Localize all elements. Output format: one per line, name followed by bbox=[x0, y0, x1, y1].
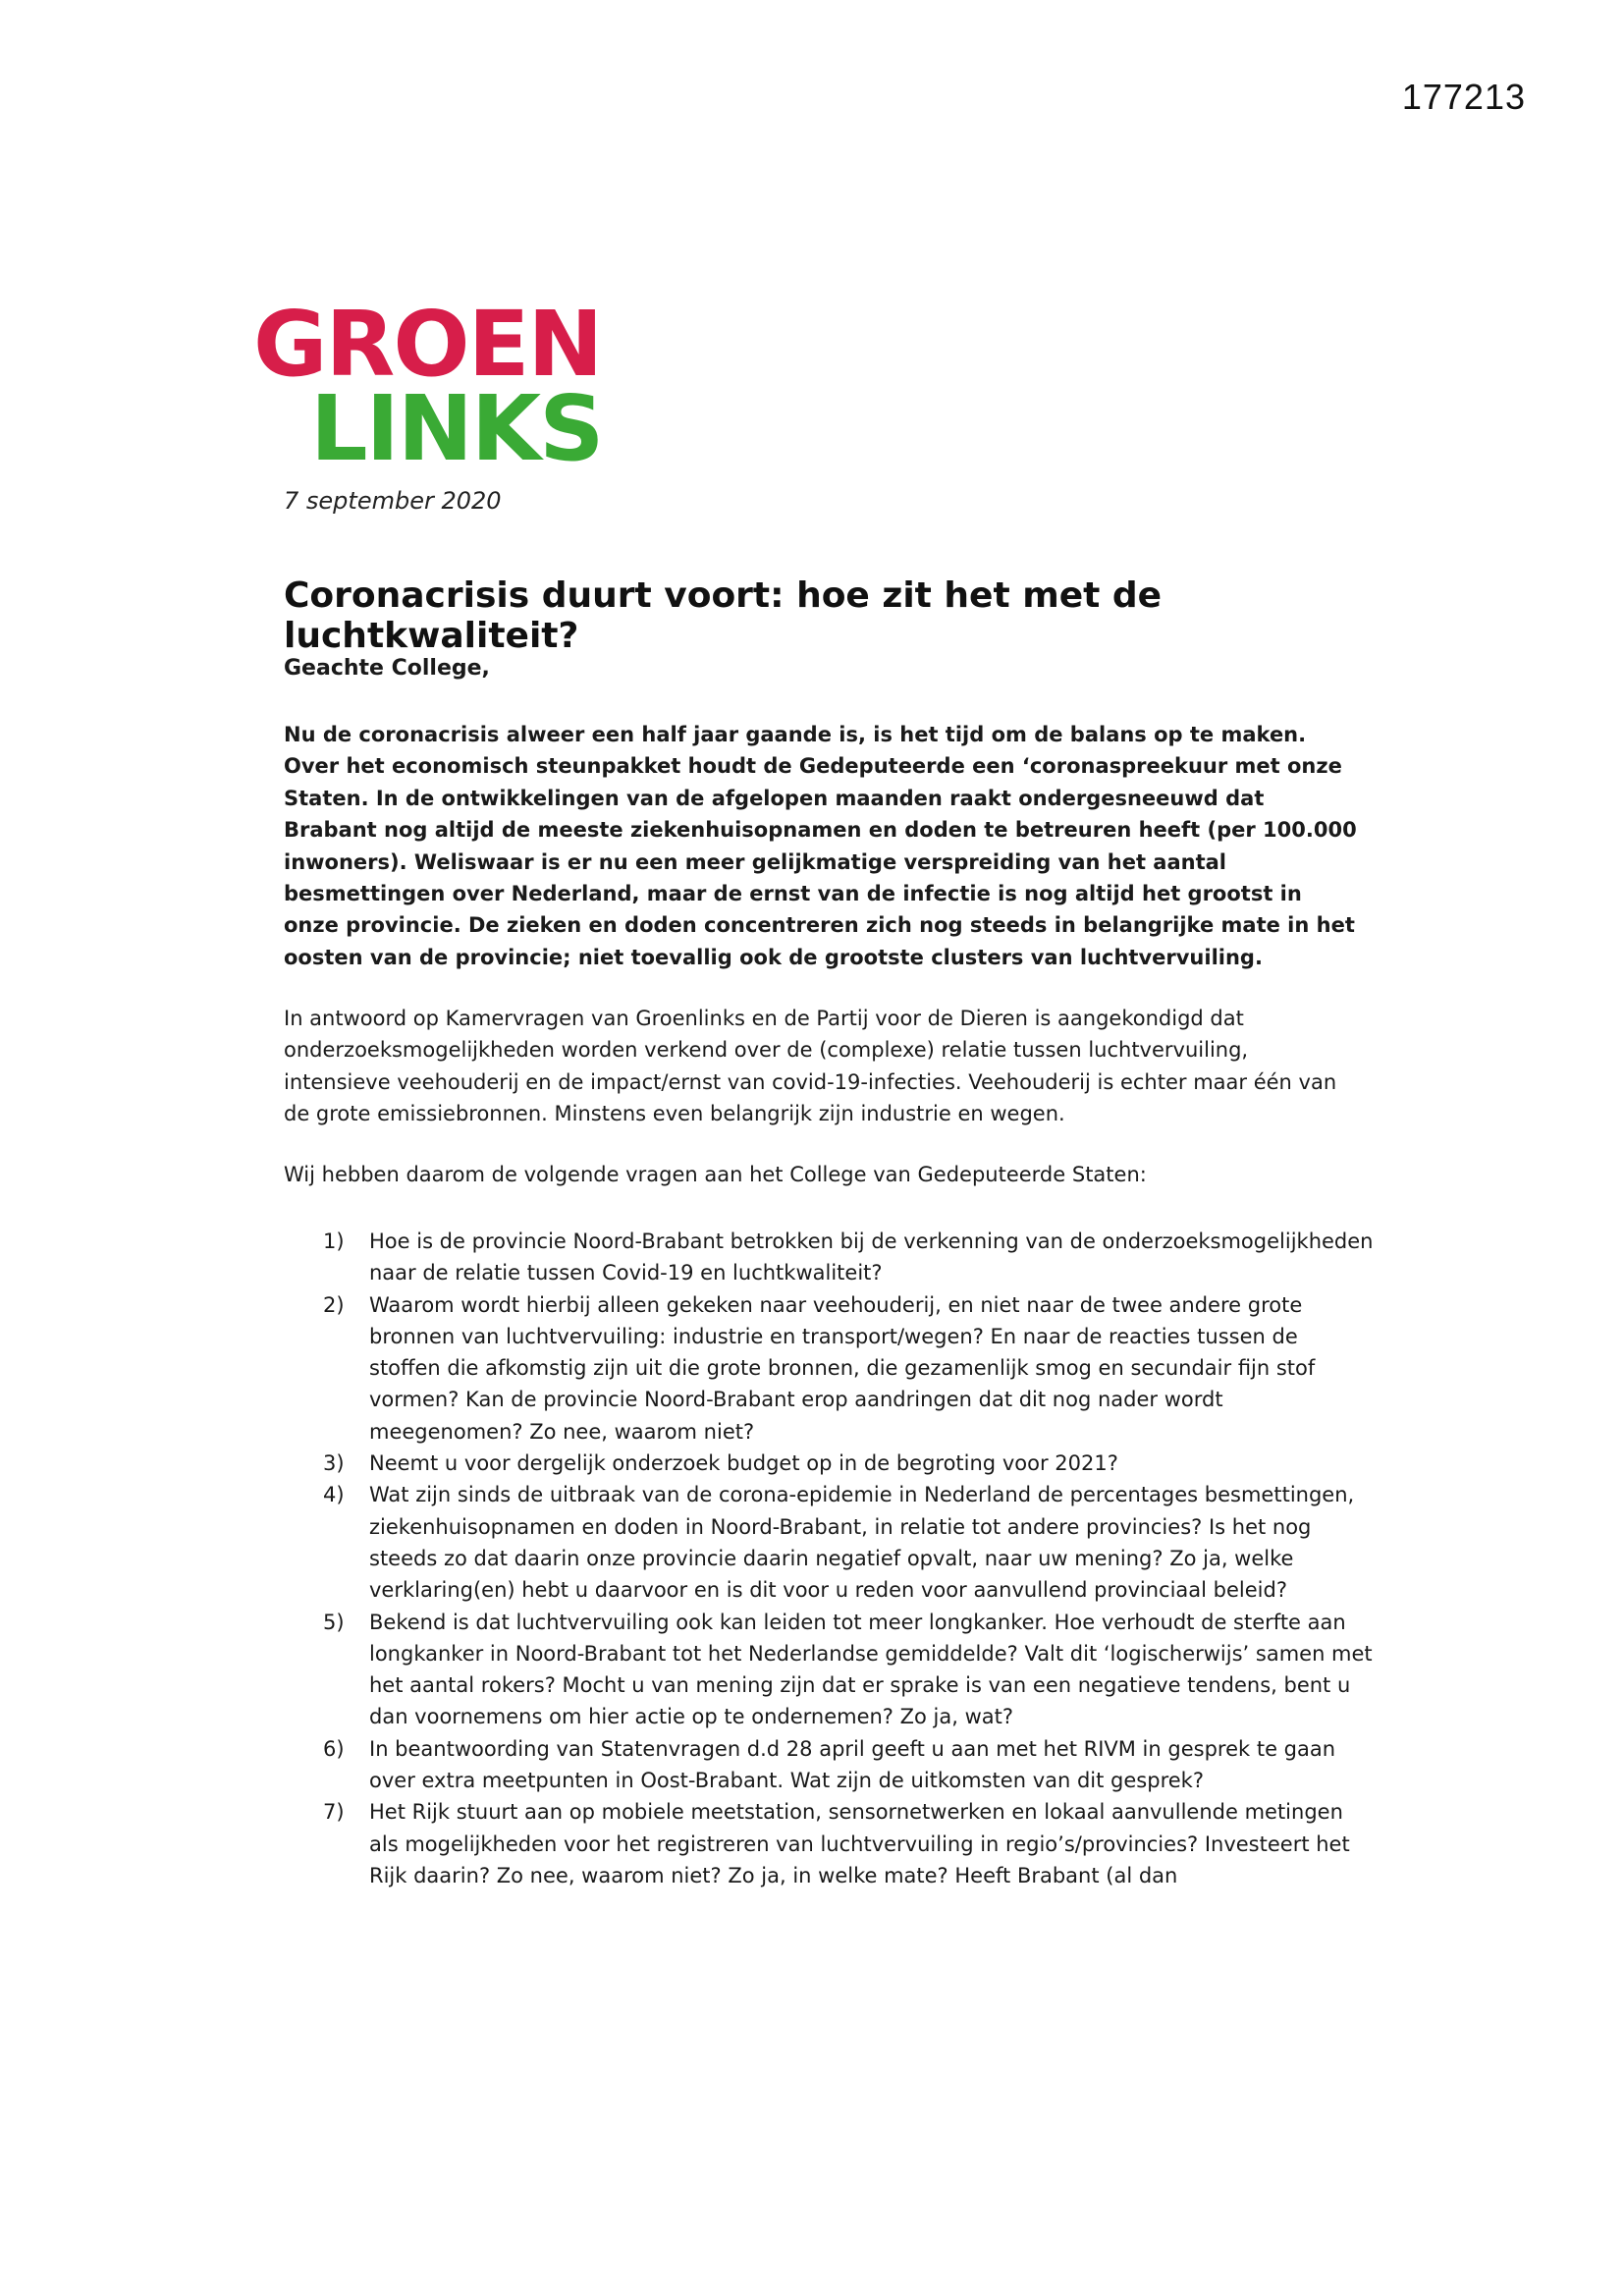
question-number: 5) bbox=[323, 1610, 345, 1634]
question-item bbox=[284, 1607, 1374, 1733]
salutation: Geachte College, bbox=[284, 656, 490, 681]
question-text: Bekend is dat luchtvervuiling ook kan leiden tot meer longkanker. Hoe verhoudt de sterfte aan longkanker in Noord-Brabant tot het Nederlandse gemiddelde? Valt dit ‘logischerwijs’ samen met het aantal rokers? Mocht u van mening zijn dat er sprake is van een negatieve tendens, bent u dan voornemens om hier actie op te ondernemen? Zo ja, wat? bbox=[369, 1610, 1373, 1729]
question-item bbox=[284, 1796, 1374, 1891]
question-number: 6) bbox=[323, 1736, 345, 1761]
question-text: Hoe is de provincie Noord-Brabant betrokken bij de verkenning van de onderzoeksmogelijkheden naar de relatie tussen Covid-19 en luchtkwaliteit? bbox=[369, 1230, 1374, 1285]
question-number: 1) bbox=[323, 1230, 345, 1253]
question-text: In beantwoording van Statenvragen d.d 28 april geeft u aan met het RIVM in gesprek te gaan over extra meetpunten in Oost-Brabant. Wat zijn de uitkomsten van dit gesprek? bbox=[369, 1736, 1336, 1793]
logo-line-groen: GROEN bbox=[253, 292, 602, 397]
question-list bbox=[284, 1226, 1374, 1891]
question-number: 2) bbox=[323, 1292, 345, 1317]
question-item bbox=[284, 1448, 1374, 1479]
question-number: 7) bbox=[323, 1800, 345, 1825]
logo-line-links: LINKS bbox=[310, 376, 603, 481]
question-number: 3) bbox=[323, 1451, 345, 1476]
groenlinks-logo bbox=[253, 292, 603, 481]
question-text: Wat zijn sinds de uitbraak van de corona-epidemie in Nederland de percentages besmettingen, ziekenhuisopnamen en doden in Noord-Brabant, in relatie tot andere provincies? Is het nog steeds zo dat daarin onze provincie daarin negatief opvalt, naar uw mening? Zo ja, welke verklaring(en) hebt u daarvoor en is dit voor u reden voor aanvullend provinciaal beleid? bbox=[369, 1483, 1355, 1603]
question-item bbox=[284, 1479, 1374, 1606]
letter-title: Coronacrisis duurt voort: hoe zit het met de luchtkwaliteit? bbox=[284, 575, 1163, 656]
question-item bbox=[284, 1289, 1374, 1448]
questions-lead: Wij hebben daarom de volgende vragen aan het College van Gedeputeerde Staten: bbox=[284, 1163, 1147, 1186]
question-item bbox=[284, 1226, 1374, 1289]
question-number: 4) bbox=[323, 1483, 345, 1507]
body-paragraph: In antwoord op Kamervragen van Groenlinks en de Partij voor de Dieren is aangekondigd dat onderzoeksmogelijkheden worden verkend over de (complexe) relatie tussen luchtvervuiling, intensieve veehouderij en de impact/ernst van covid-19-infecties. Veehouderij is echter maar één van de grote emissiebronnen. Minstens even belangrijk zijn industrie en wegen. bbox=[284, 1007, 1337, 1126]
question-text: Waarom wordt hierbij alleen gekeken naar veehouderij, en niet naar de twee andere grote bronnen van luchtvervuiling: industrie en transport/wegen? En naar de reacties tussen de stoffen die afkomstig zijn uit die grote bronnen, die gezamenlijk smog en secundair fijn stof vormen? Kan de provincie Noord-Brabant erop aandringen dat dit nog nader wordt meegenomen? Zo nee, waarom niet? bbox=[369, 1292, 1316, 1444]
question-item bbox=[284, 1733, 1374, 1797]
question-text: Neemt u voor dergelijk onderzoek budget op in de begroting voor 2021? bbox=[369, 1451, 1118, 1476]
document-number: 177213 bbox=[1401, 77, 1526, 117]
intro-paragraph: Nu de coronacrisis alweer een half jaar gaande is, is het tijd om de balans op te maken. Over het economisch steunpakket houdt de Gedeputeerde een ‘coronaspreekuur met onze Staten. In de ontwikkelingen van de afgelopen maanden raakt ondergesneeuwd dat Brabant nog altijd de meeste ziekenhuisopnamen en doden te betreuren heeft (per 100.000 inwoners). Weliswaar is er nu een meer gelijkmatige verspreiding van het aantal besmettingen over Nederland, maar de ernst van de infectie is nog altijd het grootst in onze provincie. De zieken en doden concentreren zich nog steeds in belangrijke mate in het oosten van de provincie; niet toevallig ook de grootste clusters van luchtvervuiling. bbox=[284, 723, 1357, 969]
letter-date: 7 september 2020 bbox=[284, 487, 502, 515]
question-text: Het Rijk stuurt aan op mobiele meetstation, sensornetwerken en lokaal aanvullende metingen als mogelijkheden voor het registreren van luchtvervuiling in regio’s/provincies? Investeert het Rijk daarin? Zo nee, waarom niet? Zo ja, in welke mate? Heeft Brabant (al dan bbox=[369, 1800, 1350, 1887]
